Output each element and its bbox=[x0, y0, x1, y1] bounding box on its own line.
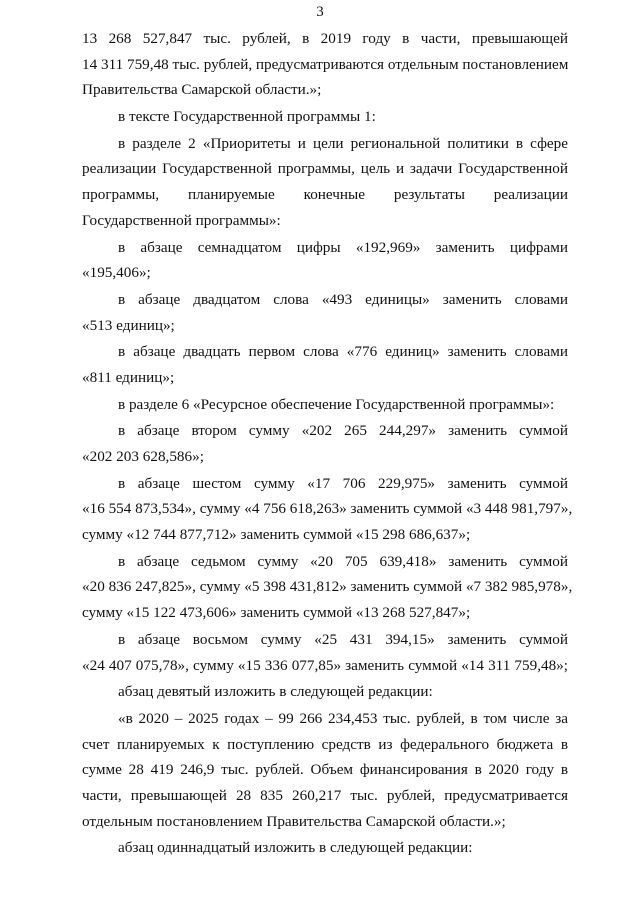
page-number: 3 bbox=[316, 4, 324, 20]
text-line: «в 2020 – 2025 годах – 99 266 234,453 тыс. рублей, в том числе за bbox=[118, 709, 568, 727]
text-line: в тексте Государственной программы 1: bbox=[118, 108, 376, 126]
text-line: 13 268 527,847 тыс. рублей, в 2019 году в части, превышающей bbox=[82, 30, 568, 47]
text-line: части, превышающей 28 835 260,217 тыс. рублей, предусматривается bbox=[82, 786, 568, 804]
text-line: сумму «15 122 473,606» заменить суммой «13 268 527,847»; bbox=[82, 604, 471, 622]
text-line: реализации Государственной программы, цель и задачи Государственной bbox=[82, 160, 568, 178]
text-line: в разделе 2 «Приоритеты и цели региональной политики в сфере bbox=[118, 134, 568, 152]
text-line: в абзаце двадцатом слова «493 единицы» заменить словами bbox=[118, 290, 568, 308]
document-body bbox=[82, 26, 573, 861]
text-line: 14 311 759,48 тыс. рублей, предусматриваются отдельным постановлением bbox=[82, 55, 569, 73]
text-line: «20 836 247,825», сумму «5 398 431,812» заменить суммой «7 382 985,978», bbox=[82, 578, 573, 596]
text-line: в абзаце двадцать первом слова «776 единиц» заменить словами bbox=[118, 343, 568, 361]
text-line: Государственной программы»: bbox=[82, 211, 281, 229]
text-line: «16 554 873,534», сумму «4 756 618,263» заменить суммой «3 448 981,797», bbox=[82, 500, 573, 518]
text-line: отдельным постановлением Правительства Самарской области.»; bbox=[82, 812, 506, 830]
text-line: в абзаце втором сумму «202 265 244,297» заменить суммой bbox=[118, 422, 568, 440]
text-line: в абзаце шестом сумму «17 706 229,975» заменить суммой bbox=[118, 474, 568, 492]
text-line: программы, планируемые конечные результаты реализации bbox=[82, 186, 568, 204]
text-line: в абзаце семнадцатом цифры «192,969» заменить цифрами bbox=[118, 238, 568, 256]
text-line: абзац одиннадцатый изложить в следующей редакции: bbox=[118, 839, 473, 857]
text-line: «811 единиц»; bbox=[82, 368, 175, 386]
text-line: «195,406»; bbox=[82, 264, 151, 282]
text-line: «202 203 628,586»; bbox=[82, 448, 204, 465]
text-line: «513 единиц»; bbox=[82, 316, 175, 334]
text-line: счет планируемых к поступлению средств из федерального бюджета в bbox=[82, 735, 568, 753]
text-line: в разделе 6 «Ресурсное обеспечение Государственной программы»: bbox=[118, 395, 555, 413]
text-line: в абзаце восьмом сумму «25 431 394,15» заменить суммой bbox=[118, 630, 568, 648]
text-line: абзац девятый изложить в следующей редакции: bbox=[118, 683, 433, 701]
text-line: сумму «12 744 877,712» заменить суммой «15 298 686,637»; bbox=[82, 526, 471, 544]
text-line: «24 407 075,78», сумму «15 336 077,85» заменить суммой «14 311 759,48»; bbox=[82, 656, 568, 674]
text-line: Правительства Самарской области.»; bbox=[82, 81, 322, 99]
text-line: в абзаце седьмом сумму «20 705 639,418» заменить суммой bbox=[118, 552, 568, 570]
text-line: сумме 28 419 246,9 тыс. рублей. Объем финансирования в 2020 году в bbox=[82, 761, 568, 779]
